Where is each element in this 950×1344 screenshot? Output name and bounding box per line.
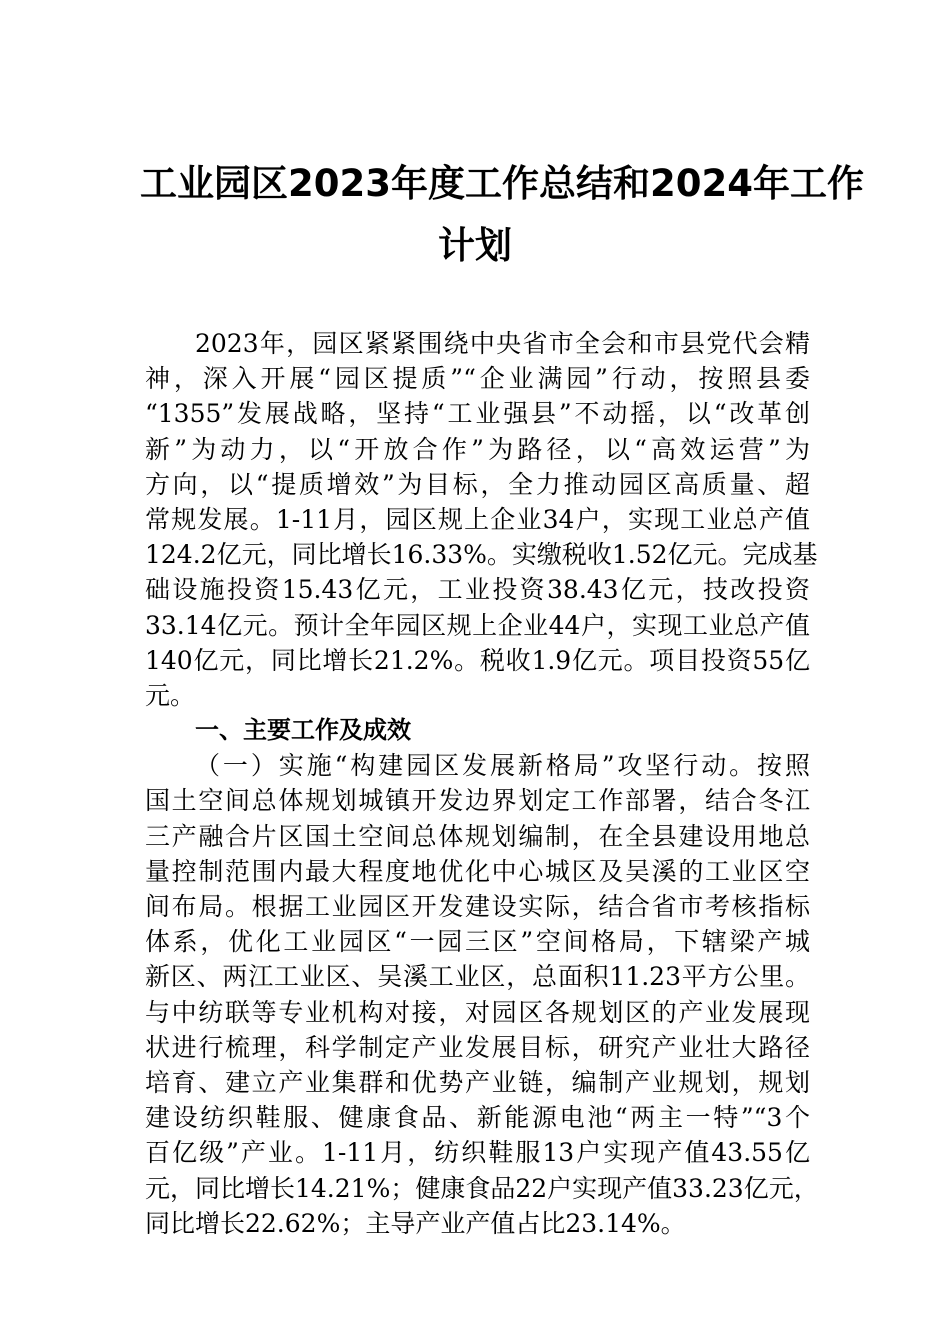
section-line: 状进行梳理，科学制定产业发展目标，研究产业壮大路径	[145, 1032, 810, 1062]
section-line: 百亿级”产业。1-11月，纺织鞋服13户实现产值43.55亿	[145, 1138, 810, 1168]
document-title	[140, 153, 864, 277]
section-line: （一）实施“构建园区发展新格局”攻坚行动。按照	[195, 751, 810, 781]
section-line: 国土空间总体规划城镇开发边界划定工作部署，结合冬江	[145, 786, 810, 816]
section-heading: 一、主要工作及成效	[195, 716, 411, 745]
section-line: 三产融合片区国土空间总体规划编制，在全县建设用地总	[145, 821, 810, 851]
section-line: 体系，优化工业园区“一园三区”空间格局，下辖梁产城	[145, 927, 810, 957]
intro-line: 2023年，园区紧紧围绕中央省市全会和市县党代会精	[195, 329, 810, 358]
title-line-1: 工业园区2023年度工作总结和2024年工作	[140, 162, 864, 205]
intro-line: “1355”发展战略，坚持“工业强县”不动摇，以“改革创	[145, 399, 810, 429]
intro-line: 新”为动力，以“开放合作”为路径，以“高效运营”为	[145, 434, 810, 464]
intro-line: 元。	[145, 680, 196, 710]
section-line: 与中纺联等专业机构对接，对园区各规划区的产业发展现	[145, 997, 810, 1027]
intro-line: 常规发展。1-11月，园区规上企业34户，实现工业总产值	[145, 504, 810, 534]
intro-line: 础设施投资15.43亿元，工业投资38.43亿元，技改投资	[145, 575, 810, 605]
section-line: 量控制范围内最大程度地优化中心城区及吴溪的工业区空	[145, 856, 810, 886]
intro-line: 神，深入开展“园区提质”“企业满园”行动，按照县委	[145, 364, 810, 394]
intro-line: 33.14亿元。预计全年园区规上企业44户，实现工业总产值	[145, 610, 810, 640]
section-line: 建设纺织鞋服、健康食品、新能源电池“两主一特”“3个	[145, 1103, 810, 1133]
intro-line: 124.2亿元，同比增长16.33%。实缴税收1.52亿元。完成基	[145, 540, 818, 570]
section-line: 同比增长22.62%；主导产业产值占比23.14%。	[145, 1208, 686, 1238]
document-body	[145, 326, 819, 1241]
section-line: 新区、两江工业区、吴溪工业区，总面积11.23平方公里。	[145, 962, 810, 992]
section-line: 间布局。根据工业园区开发建设实际，结合省市考核指标	[145, 892, 810, 921]
intro-line: 140亿元，同比增长21.2%。税收1.9亿元。项目投资55亿	[145, 645, 810, 675]
section-line: 元，同比增长14.21%；健康食品22户实现产值33.23亿元，	[145, 1173, 819, 1203]
section-line: 培育、建立产业集群和优势产业链，编制产业规划，规划	[145, 1067, 810, 1097]
intro-line: 方向，以“提质增效”为目标，全力推动园区高质量、超	[145, 469, 810, 499]
title-line-2: 计划	[438, 224, 512, 267]
